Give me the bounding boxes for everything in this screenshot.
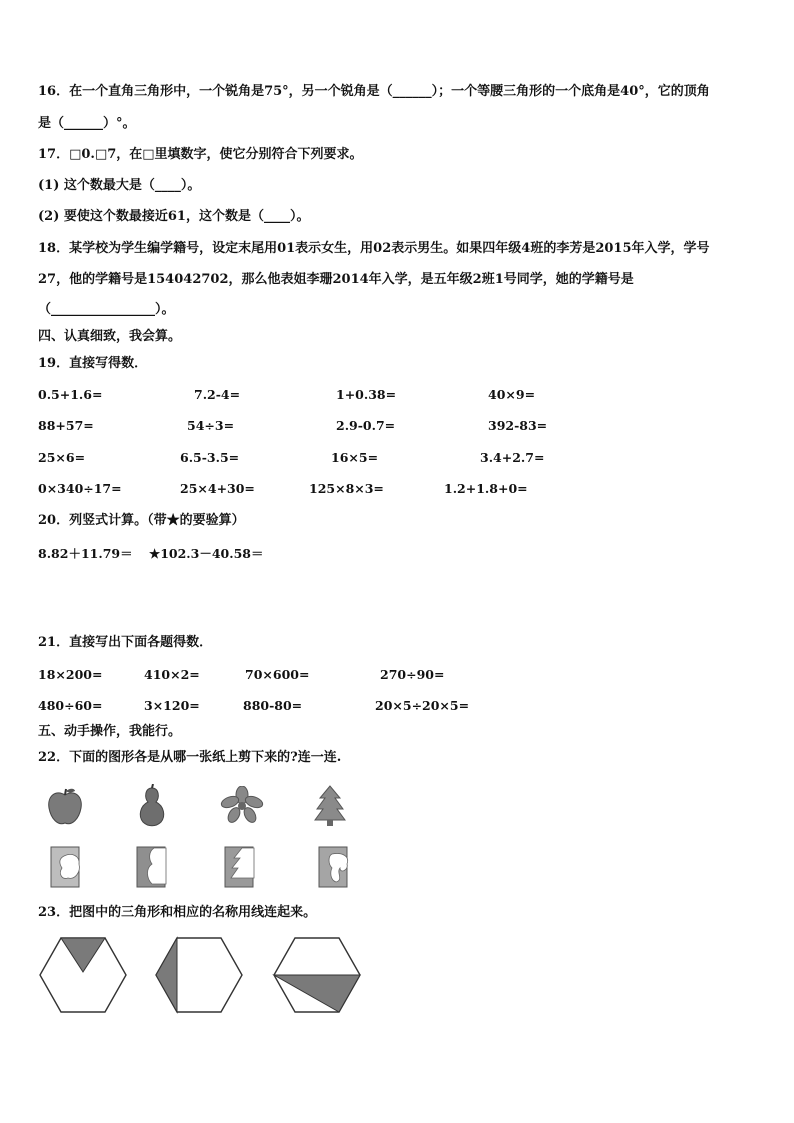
q21-row-1 — [38, 667, 758, 683]
q21-cell: 880-80= — [243, 698, 303, 713]
q19-cell: 125×8×3= — [309, 481, 384, 496]
q19-cell: 1+0.38= — [336, 387, 397, 402]
q21-cell: 480÷60= — [38, 698, 103, 713]
q20-item: 8.82＋11.79＝ — [38, 546, 133, 561]
paper-piece-4 — [318, 846, 350, 888]
gourd-icon — [134, 784, 170, 828]
q17-title: 17．□0.□7，在□里填数字，使它分别符合下列要求。 — [38, 147, 363, 162]
q19-cell: 25×6= — [38, 450, 86, 465]
q19-cell: 6.5-3.5= — [180, 450, 240, 465]
q19-row-2 — [38, 418, 758, 434]
q19-cell: 2.9-0.7= — [336, 418, 396, 433]
hexagon-1 — [38, 936, 128, 1014]
q18-line1: 18．某学校为学生编学籍号，设定末尾用01表示女生，用02表示男生。如果四年级4班的李芳是2015年入学，学号 — [38, 241, 710, 256]
q21-row-2 — [38, 698, 758, 714]
q21-cell: 410×2= — [144, 667, 200, 682]
paper-piece-3 — [224, 846, 256, 888]
q19-cell: 3.4+2.7= — [480, 450, 545, 465]
q19-cell: 0.5+1.6= — [38, 387, 103, 402]
q16-line2: 是（______）°。 — [38, 116, 136, 131]
tree-icon — [312, 784, 348, 828]
paper-piece-2 — [136, 846, 168, 888]
q17-part1: (1) 这个数最大是（____）。 — [38, 178, 201, 193]
q19-cell: 0×340÷17= — [38, 481, 122, 496]
q23-title: 23．把图中的三角形和相应的名称用线连起来。 — [38, 905, 317, 920]
q19-cell: 40×9= — [488, 387, 536, 402]
paper-piece-1 — [50, 846, 82, 888]
q19-cell: 392-83= — [488, 418, 548, 433]
q20-item: ★102.3－40.58＝ — [149, 546, 264, 561]
q21-cell: 3×120= — [144, 698, 200, 713]
q21-title: 21．直接写出下面各题得数． — [38, 635, 213, 650]
section5-heading: 五、动手操作，我能行。 — [38, 724, 182, 739]
q17-part2: (2) 要使这个数最接近61，这个数是（____）。 — [38, 209, 310, 224]
q21-cell: 70×600= — [245, 667, 310, 682]
q22-title: 22．下面的图形各是从哪一张纸上剪下来的?连一连. — [38, 750, 342, 765]
q19-cell: 88+57= — [38, 418, 94, 433]
q19-row-3 — [38, 450, 758, 466]
q19-cell: 16×5= — [331, 450, 379, 465]
q18-line3: （________________）。 — [38, 302, 175, 317]
q19-cell: 25×4+30= — [180, 481, 255, 496]
q19-row-4 — [38, 481, 758, 497]
q18-line2: 27，他的学籍号是154042702，那么他表姐李珊2014年入学，是五年级2班1号同学，她的学籍号是 — [38, 272, 634, 287]
q20-row — [38, 544, 758, 560]
q19-cell: 1.2+1.8+0= — [444, 481, 528, 496]
q19-cell: 7.2-4= — [194, 387, 241, 402]
q19-row-1 — [38, 387, 758, 403]
q19-cell: 54÷3= — [187, 418, 235, 433]
flower-icon — [220, 786, 264, 824]
section4-heading: 四、认真细致，我会算。 — [38, 329, 182, 344]
hexagon-2 — [154, 936, 244, 1014]
q21-cell: 270÷90= — [380, 667, 445, 682]
q21-cell: 20×5÷20×5= — [375, 698, 470, 713]
hexagon-3 — [272, 936, 362, 1014]
q21-cell: 18×200= — [38, 667, 103, 682]
apple-icon — [44, 786, 86, 828]
q20-title: 20．列竖式计算。（带★的要验算） — [38, 513, 245, 528]
q19-title: 19．直接写得数． — [38, 356, 148, 371]
q16-line1: 16．在一个直角三角形中，一个锐角是75°，另一个锐角是（______）；一个等腰三角形的一个底角是40°，它的顶角 — [38, 84, 710, 99]
